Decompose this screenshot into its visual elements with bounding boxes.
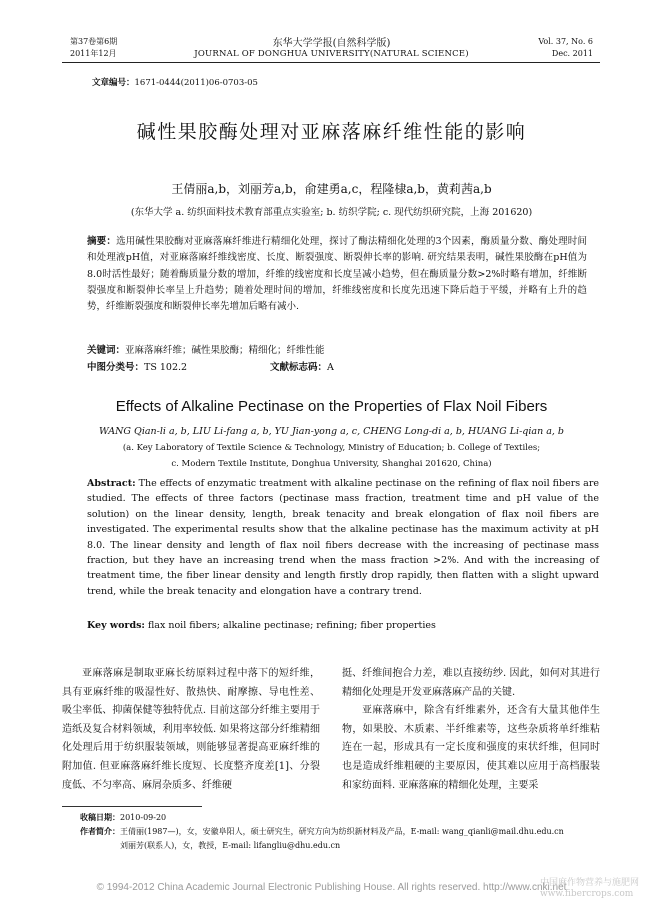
header-date-en: Dec. 2011 xyxy=(551,49,593,58)
header-vol-en xyxy=(538,36,593,60)
received-date: 2010-09-20 xyxy=(120,813,167,822)
author1-bio: 王倩丽(1987—)，女，安徽阜阳人，硕士研究生，研究方向为纺织新材料及产品，E-mail: wang_qianli@mail.dhu.edu.cn xyxy=(120,827,564,836)
watermark: 中国麻作物营养与施肥网 www.fibercrops.com xyxy=(540,878,640,899)
footnote-author1 xyxy=(80,826,564,837)
keywords-cn-text: 亚麻落麻纤维；碱性果胶酶；精细化；纤维性能 xyxy=(125,345,325,356)
abstract-en xyxy=(87,476,599,599)
article-number xyxy=(92,76,258,88)
abstract-cn xyxy=(87,234,587,315)
header-volume xyxy=(70,36,117,60)
copyright-line: © 1994-2012 China Academic Journal Electronic Publishing House. All rights reserved. http://www.cnki.net xyxy=(96,882,567,893)
classification-label: 中图分类号： xyxy=(87,362,145,373)
author-bio-label: 作者简介： xyxy=(80,826,120,836)
header-vol-no: Vol. 37, No. 6 xyxy=(538,37,593,46)
body-paragraph: 挺、纤维间抱合力差，难以直接纺纱. 因此，如何对其进行精细化处理是开发亚麻落麻产品的关键. xyxy=(342,668,600,698)
header-volume-issue: 第37卷第6期 xyxy=(70,37,118,46)
classification-number xyxy=(87,359,187,373)
received-label: 收稿日期： xyxy=(80,812,120,822)
keywords-cn xyxy=(87,342,587,356)
article-number-label: 文章编号： xyxy=(92,78,135,88)
footnote-received xyxy=(80,812,166,823)
body-paragraph: 亚麻落麻中，除含有纤维素外，还含有大量其他伴生物，如果胶、木质素、半纤维素等，这些杂质将单纤维粘连在一起，形成具有一定长度和强度的束状纤维，但同时也是造成纤维粗硬的主要原因，使其难以应用于高档服装和家纺面料. 亚麻落麻的精细化处理，主要采 xyxy=(342,705,600,791)
header-date-cn: 2011年12月 xyxy=(70,49,117,58)
header-rule xyxy=(62,62,600,63)
header-journal xyxy=(140,34,523,59)
keywords-en xyxy=(87,620,599,631)
footnote-rule xyxy=(62,806,202,807)
title-en: Effects of Alkaline Pectinase on the Properties of Flax Noil Fibers xyxy=(115,398,548,415)
keywords-en-text: flax noil fibers; alkaline pectinase; refining; fiber properties xyxy=(147,620,436,631)
abstract-cn-text: 选用碱性果胶酶对亚麻落麻纤维进行精细化处理，探讨了酶法精细化处理的3个因素，酶质量分数、酶处理时间和处理液pH值，对亚麻落麻纤维线密度、长度、断裂强度、断裂伸长率的影响. 研究结果表明，碱性果胶酶在pH值为8.0时活性最好；随着酶质量分数的增加，纤维的线密度和长度呈减小趋势，但在酶质量分数>2%时略有增加，纤维断裂强度和断裂伸长率呈上升趋势；随着处理时间的增加，纤维线密度和长度先迅速下降后趋于平缓，并略有上升的趋势，纤维断裂强度和断裂伸长率先增加后略有减小. xyxy=(87,236,587,313)
abstract-cn-label: 摘要： xyxy=(87,236,117,247)
keywords-en-label: Key words: xyxy=(87,620,145,631)
journal-name-en: JOURNAL OF DONGHUA UNIVERSITY(NATURAL SCIENCE) xyxy=(194,49,469,59)
document-code-value: A xyxy=(327,362,334,373)
keywords-cn-label: 关键词： xyxy=(87,345,126,356)
abstract-en-label: Abstract: xyxy=(87,478,136,489)
document-code-label: 文献标志码： xyxy=(270,362,328,373)
authors-cn: 王倩丽a,b，刘丽芳a,b，俞建勇a,c，程隆棣a,b，黄莉茜a,b xyxy=(171,182,492,196)
classification-value: TS 102.2 xyxy=(144,362,188,373)
affiliation-en-line2: c. Modern Textile Institute, Donghua University, Shanghai 201620, China) xyxy=(171,459,492,469)
authors-en: WANG Qian-li a, b, LIU Li-fang a, b, YU Jian-yong a, c, CHENG Long-di a, b, HUANG Li-qian a, b xyxy=(98,426,565,437)
body-column-right xyxy=(342,665,600,795)
title-cn: 碱性果胶酶处理对亚麻落麻纤维性能的影响 xyxy=(136,121,527,143)
footnote-author2: 刘丽芳(联系人)，女，教授，E-mail: lifangliu@dhu.edu.cn xyxy=(120,841,341,850)
affiliation-cn: (东华大学 a. 纺织面料技术教育部重点实验室; b. 纺织学院; c. 现代纺织研究院，上海 201620) xyxy=(130,207,533,218)
affiliation-en-line1: (a. Key Laboratory of Textile Science & Technology, Ministry of Education; b. College of Textiles; xyxy=(122,443,541,453)
article-number-value: 1671-0444(2011)06-0703-05 xyxy=(134,78,258,88)
body-column-left: 亚麻落麻是制取亚麻长纺原料过程中落下的短纤维，具有亚麻纤维的吸湿性好、散热快、耐摩擦、导电性差、吸尘率低、抑菌保健等独特优点. 目前这部分纤维主要用于造纸及复合材料领域，利用率较低. 如果将这部分纤维精细化处理后用于纺织服装领域，则能够显著提高亚麻纤维的附加值. 但亚麻落麻纤维长度短、长度整齐度差[1]、分裂度低、不匀率高、麻屑杂质多、纤维硬 xyxy=(62,668,320,791)
abstract-en-text: The effects of enzymatic treatment with alkaline pectinase on the refining of flax noil fibers are studied. The effects of three factors (pectinase mass fraction, treatment time and pH value of the solution) on the linear density, length, break tenacity and break elongation of flax noil fibers are investigated. The experimental results show that the alkaline pectinase has the maximum activity at pH 8.0. The linear density and length of flax noil fibers decrease with the increasing of pectinase mass fraction, but they have an increasing trend when the mass fraction >2%. And with the increasing of treatment time, the fiber linear density and length firstly drop rapidly, then flatten with a slight upward trend, while the break tenacity and elongation have a contrary trend. xyxy=(87,478,599,597)
journal-name-cn: 东华大学学报(自然科学版) xyxy=(272,38,391,49)
document-code xyxy=(270,359,334,373)
